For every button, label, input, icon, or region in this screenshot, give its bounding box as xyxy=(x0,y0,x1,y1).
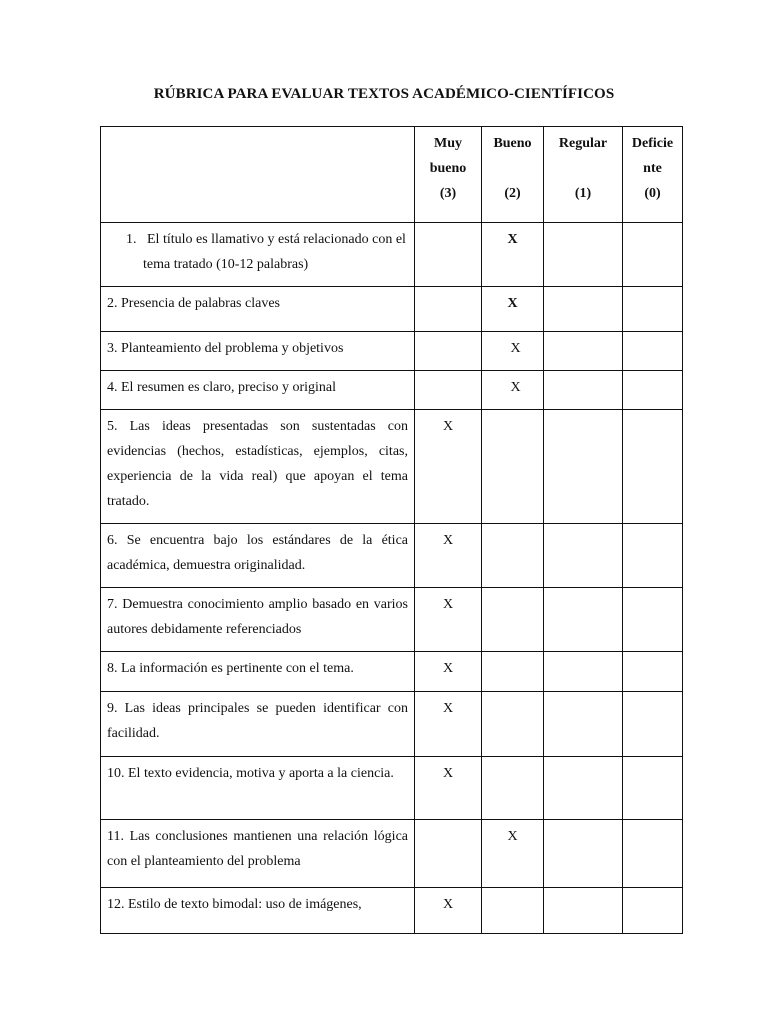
bueno-cell xyxy=(482,410,544,524)
regular-cell xyxy=(544,757,623,820)
table-row xyxy=(101,371,683,410)
regular-cell xyxy=(544,692,623,757)
header-bueno xyxy=(482,127,544,223)
bueno-cell xyxy=(482,820,544,888)
regular-cell xyxy=(544,524,623,588)
criterion-cell: 4. El resumen es claro, preciso y original xyxy=(101,371,415,410)
header-deficiente xyxy=(623,127,683,223)
header-bueno-line2 xyxy=(484,156,541,181)
deficiente-cell xyxy=(623,692,683,757)
muy-bueno-cell xyxy=(415,820,482,888)
regular-cell xyxy=(544,371,623,410)
header-bueno-score: (2) xyxy=(504,186,521,201)
muy-bueno-cell xyxy=(415,223,482,287)
mark: X xyxy=(442,661,454,676)
table-row xyxy=(101,332,683,371)
muy-bueno-cell xyxy=(415,652,482,692)
header-regular-line2 xyxy=(546,156,620,181)
header-muy-bueno-score: (3) xyxy=(439,186,457,201)
table-row xyxy=(101,652,683,692)
regular-cell xyxy=(544,820,623,888)
table-row xyxy=(101,820,683,888)
regular-cell xyxy=(544,332,623,371)
header-deficiente-line2: nte xyxy=(643,161,662,176)
bueno-cell xyxy=(482,692,544,757)
bueno-cell xyxy=(482,652,544,692)
regular-cell xyxy=(544,652,623,692)
deficiente-cell xyxy=(623,287,683,332)
mark: X xyxy=(510,341,521,356)
table-row xyxy=(101,588,683,652)
document-title: RÚBRICA PARA EVALUAR TEXTOS ACADÉMICO-CIENTÍFICOS xyxy=(153,86,615,102)
criterion-cell: 3. Planteamiento del problema y objetivos xyxy=(101,332,415,371)
table-row xyxy=(101,287,683,332)
bueno-cell xyxy=(482,888,544,934)
header-regular xyxy=(544,127,623,223)
criterion-cell: 8. La información es pertinente con el tema. xyxy=(101,652,415,692)
bueno-cell xyxy=(482,332,544,371)
bueno-cell xyxy=(482,757,544,820)
muy-bueno-cell xyxy=(415,757,482,820)
muy-bueno-cell xyxy=(415,371,482,410)
deficiente-cell xyxy=(623,652,683,692)
deficiente-cell xyxy=(623,332,683,371)
muy-bueno-cell xyxy=(415,410,482,524)
regular-cell xyxy=(544,223,623,287)
muy-bueno-cell xyxy=(415,524,482,588)
header-deficiente-line1: Deficie xyxy=(631,136,674,151)
muy-bueno-cell xyxy=(415,588,482,652)
mark: X xyxy=(507,829,518,844)
regular-cell xyxy=(544,287,623,332)
muy-bueno-cell xyxy=(415,287,482,332)
bueno-cell xyxy=(482,371,544,410)
table-row xyxy=(101,410,683,524)
mark: X xyxy=(510,380,521,395)
header-row xyxy=(101,127,683,223)
mark: X xyxy=(507,296,518,311)
table-row xyxy=(101,524,683,588)
muy-bueno-cell xyxy=(415,332,482,371)
deficiente-cell xyxy=(623,371,683,410)
criterion-cell: 7. Demuestra conocimiento amplio basado en varios autores debidamente referenciados xyxy=(101,588,415,652)
mark: X xyxy=(442,533,454,548)
deficiente-cell xyxy=(623,888,683,934)
header-muy-bueno xyxy=(415,127,482,223)
regular-cell xyxy=(544,410,623,524)
mark: X xyxy=(442,419,454,434)
deficiente-cell xyxy=(623,410,683,524)
mark: X xyxy=(442,897,454,912)
criterion-cell: 9. Las ideas principales se pueden identificar con facilidad. xyxy=(101,692,415,757)
bueno-cell xyxy=(482,524,544,588)
header-bueno-line1: Bueno xyxy=(493,136,532,151)
mark: X xyxy=(442,597,454,612)
rubric-table xyxy=(100,126,683,934)
mark: X xyxy=(507,232,518,247)
criterion-cell: 5. Las ideas presentadas son sustentadas con evidencias (hechos, estadísticas, ejemplos, citas, experiencia de la vida real) que apoyan el tema tratado. xyxy=(101,410,415,524)
mark: X xyxy=(442,701,454,716)
muy-bueno-cell xyxy=(415,692,482,757)
deficiente-cell xyxy=(623,820,683,888)
header-regular-score: (1) xyxy=(574,186,592,201)
bueno-cell xyxy=(482,588,544,652)
bueno-cell xyxy=(482,223,544,287)
table-row xyxy=(101,888,683,934)
deficiente-cell xyxy=(623,757,683,820)
deficiente-cell xyxy=(623,524,683,588)
deficiente-cell xyxy=(623,223,683,287)
criterion-cell: 10. El texto evidencia, motiva y aporta a la ciencia. xyxy=(101,757,415,820)
table-row xyxy=(101,223,683,287)
header-criterion xyxy=(101,127,415,223)
criterion-cell: 6. Se encuentra bajo los estándares de la ética académica, demuestra originalidad. xyxy=(101,524,415,588)
header-deficiente-score: (0) xyxy=(644,186,661,201)
deficiente-cell xyxy=(623,588,683,652)
muy-bueno-cell xyxy=(415,888,482,934)
table-row xyxy=(101,692,683,757)
header-muy-bueno-line1: Muy xyxy=(434,136,462,151)
mark: X xyxy=(442,766,454,781)
header-muy-bueno-line2: bueno xyxy=(429,161,467,176)
criterion-cell: 11. Las conclusiones mantienen una relación lógica con el planteamiento del problema xyxy=(101,820,415,888)
criterion-cell: 2. Presencia de palabras claves xyxy=(101,287,415,332)
criterion-cell: 1. El título es llamativo y está relacionado con el tema tratado (10-12 palabras) xyxy=(101,223,415,287)
bueno-cell xyxy=(482,287,544,332)
regular-cell xyxy=(544,588,623,652)
table-row xyxy=(101,757,683,820)
regular-cell xyxy=(544,888,623,934)
criterion-cell: 12. Estilo de texto bimodal: uso de imágenes, xyxy=(101,888,415,934)
header-regular-line1: Regular xyxy=(558,136,608,151)
